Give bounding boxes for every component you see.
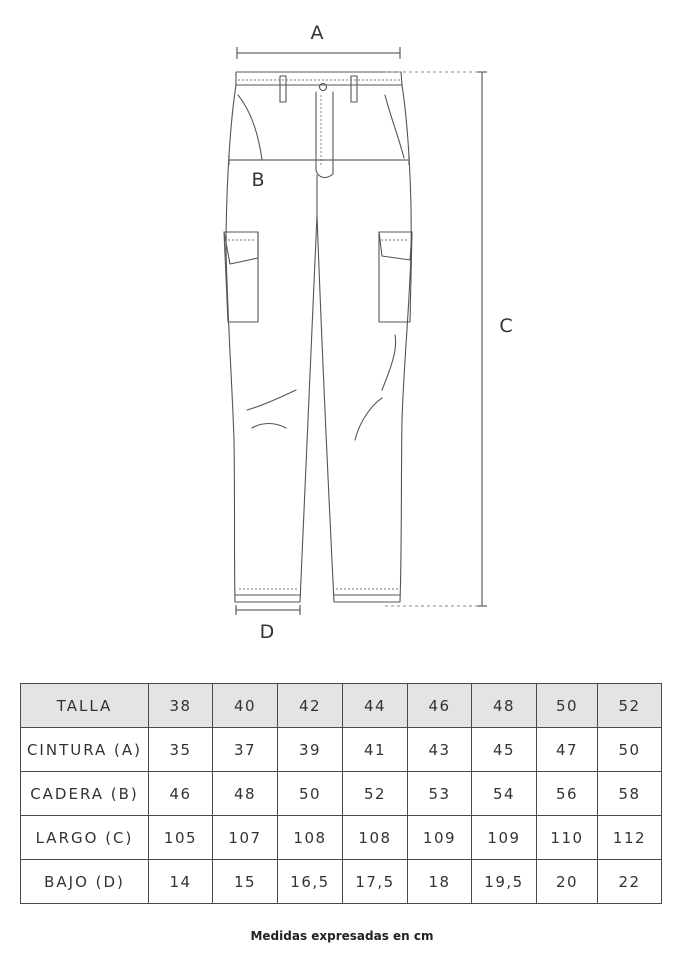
footnote: Medidas expresadas en cm xyxy=(250,929,434,943)
row-label: BAJO (D) xyxy=(21,860,149,904)
measurement-cell: 58 xyxy=(598,772,662,816)
measurement-cell: 15 xyxy=(213,860,278,904)
measurement-cell: 35 xyxy=(149,728,213,772)
measurement-cell: 17,5 xyxy=(343,860,408,904)
measurement-cell: 50 xyxy=(598,728,662,772)
measurement-cell: 110 xyxy=(537,816,598,860)
table-header-row xyxy=(21,684,662,728)
measurement-cell: 41 xyxy=(343,728,408,772)
fly xyxy=(316,92,333,177)
measurement-cell: 22 xyxy=(598,860,662,904)
measurement-cell: 56 xyxy=(537,772,598,816)
table-row xyxy=(21,728,662,772)
measurement-cell: 14 xyxy=(149,860,213,904)
size-header-cell: 52 xyxy=(598,684,662,728)
size-header-cell: 46 xyxy=(408,684,472,728)
measurement-cell: 39 xyxy=(278,728,343,772)
measurement-cell: 16,5 xyxy=(278,860,343,904)
dimension-d-label: D xyxy=(259,621,275,643)
measurement-cell: 43 xyxy=(408,728,472,772)
measurement-cell: 108 xyxy=(343,816,408,860)
size-header-cell: 40 xyxy=(213,684,278,728)
size-header-cell: 48 xyxy=(472,684,537,728)
measurement-cell: 47 xyxy=(537,728,598,772)
size-header-cell: 44 xyxy=(343,684,408,728)
size-header-cell: 50 xyxy=(537,684,598,728)
measurement-cell: 45 xyxy=(472,728,537,772)
table-row xyxy=(21,772,662,816)
measurement-cell: 54 xyxy=(472,772,537,816)
measurement-cell: 18 xyxy=(408,860,472,904)
size-header-cell: 42 xyxy=(278,684,343,728)
cargo-pocket-right xyxy=(379,232,412,322)
size-table xyxy=(20,683,662,904)
dimension-a-label: A xyxy=(310,22,324,44)
measurement-cell: 48 xyxy=(213,772,278,816)
cargo-pocket-left xyxy=(224,232,258,322)
measurement-cell: 37 xyxy=(213,728,278,772)
dimension-b-label: B xyxy=(251,169,265,191)
measurement-cell: 108 xyxy=(278,816,343,860)
size-header-cell: 38 xyxy=(149,684,213,728)
measurement-cell: 53 xyxy=(408,772,472,816)
row-label: CADERA (B) xyxy=(21,772,149,816)
measurement-cell: 109 xyxy=(472,816,537,860)
measurement-cell: 109 xyxy=(408,816,472,860)
measurement-cell: 105 xyxy=(149,816,213,860)
table-row xyxy=(21,816,662,860)
measurement-cell: 107 xyxy=(213,816,278,860)
pocket-left xyxy=(238,95,262,160)
measurement-cell: 50 xyxy=(278,772,343,816)
measurement-cell: 52 xyxy=(343,772,408,816)
row-label: CINTURA (A) xyxy=(21,728,149,772)
pants-outline xyxy=(226,85,411,602)
measurement-cell: 46 xyxy=(149,772,213,816)
dimension-c-label: C xyxy=(499,315,513,337)
measurement-cell: 19,5 xyxy=(472,860,537,904)
table-row xyxy=(21,860,662,904)
measurement-cell: 20 xyxy=(537,860,598,904)
measurement-cell: 112 xyxy=(598,816,662,860)
row-label: LARGO (C) xyxy=(21,816,149,860)
waistband xyxy=(236,72,402,85)
header-label: TALLA xyxy=(21,684,149,728)
pocket-right xyxy=(385,95,404,158)
